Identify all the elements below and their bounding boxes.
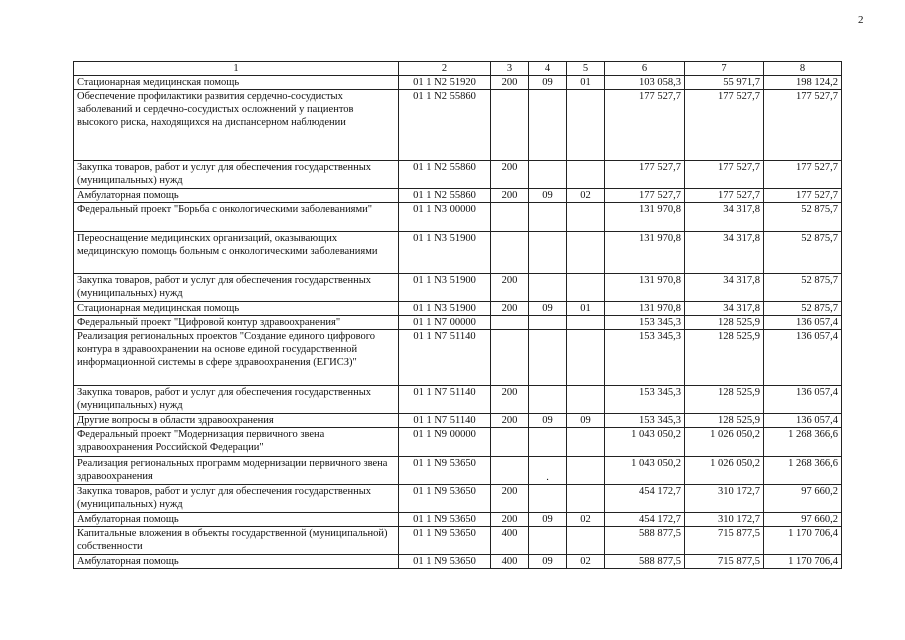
row-rz: 09	[529, 513, 567, 527]
row-code: 01 1 N7 51140	[399, 330, 491, 386]
row-vr	[491, 316, 529, 330]
col-header-3: 3	[491, 62, 529, 76]
row-vr: 200	[491, 189, 529, 203]
row-code: 01 1 N7 51140	[399, 414, 491, 428]
row-value-2: 34 317,8	[685, 302, 764, 316]
row-value-1: 153 345,3	[605, 316, 685, 330]
row-vr	[491, 203, 529, 232]
row-code: 01 1 N3 51900	[399, 232, 491, 274]
row-value-2: 128 525,9	[685, 316, 764, 330]
row-pr	[567, 457, 605, 485]
row-pr	[567, 90, 605, 161]
row-value-2: 34 317,8	[685, 274, 764, 302]
table-row	[74, 457, 842, 485]
row-value-1: 153 345,3	[605, 386, 685, 414]
row-code: 01 1 N3 51900	[399, 274, 491, 302]
row-value-2: 55 971,7	[685, 76, 764, 90]
row-rz: 09	[529, 555, 567, 569]
row-value-2: 715 877,5	[685, 527, 764, 555]
row-value-3: 52 875,7	[764, 232, 842, 274]
row-pr: 01	[567, 76, 605, 90]
table-row	[74, 513, 842, 527]
row-rz	[529, 330, 567, 386]
row-pr	[567, 428, 605, 457]
row-value-2: 177 527,7	[685, 90, 764, 161]
row-rz	[529, 161, 567, 189]
row-code: 01 1 N2 55860	[399, 161, 491, 189]
row-value-3: 136 057,4	[764, 316, 842, 330]
row-vr: 200	[491, 513, 529, 527]
row-name: Федеральный проект "Борьба с онкологическими заболеваниями"	[74, 203, 399, 232]
row-vr	[491, 428, 529, 457]
row-rz: 09	[529, 414, 567, 428]
row-value-1: 588 877,5	[605, 555, 685, 569]
row-pr	[567, 274, 605, 302]
row-vr: 200	[491, 274, 529, 302]
row-code: 01 1 N9 53650	[399, 555, 491, 569]
row-pr: 02	[567, 513, 605, 527]
row-code: 01 1 N9 00000	[399, 428, 491, 457]
row-vr: 200	[491, 76, 529, 90]
row-rz	[529, 274, 567, 302]
row-value-3: 177 527,7	[764, 189, 842, 203]
row-value-3: 97 660,2	[764, 513, 842, 527]
row-value-2: 1 026 050,2	[685, 457, 764, 485]
row-rz	[529, 316, 567, 330]
row-value-1: 131 970,8	[605, 203, 685, 232]
row-code: 01 1 N9 53650	[399, 485, 491, 513]
row-pr	[567, 161, 605, 189]
row-value-1: 131 970,8	[605, 232, 685, 274]
row-rz	[529, 527, 567, 555]
row-value-3: 1 268 366,6	[764, 457, 842, 485]
row-value-1: 131 970,8	[605, 274, 685, 302]
row-value-3: 1 268 366,6	[764, 428, 842, 457]
row-pr	[567, 203, 605, 232]
row-vr: 200	[491, 485, 529, 513]
col-header-5: 5	[567, 62, 605, 76]
row-rz: 09	[529, 76, 567, 90]
row-value-2: 128 525,9	[685, 330, 764, 386]
row-value-3: 136 057,4	[764, 330, 842, 386]
row-value-1: 153 345,3	[605, 330, 685, 386]
row-code: 01 1 N2 55860	[399, 189, 491, 203]
table-row	[74, 76, 842, 90]
row-value-3: 177 527,7	[764, 90, 842, 161]
table-row	[74, 330, 842, 386]
header-row	[74, 62, 842, 76]
row-vr	[491, 90, 529, 161]
row-value-1: 131 970,8	[605, 302, 685, 316]
row-code: 01 1 N7 51140	[399, 386, 491, 414]
row-name: Капитальные вложения в объекты государственной (муниципальной) собственности	[74, 527, 399, 555]
row-vr: 400	[491, 527, 529, 555]
row-name: Федеральный проект "Цифровой контур здравоохранения"	[74, 316, 399, 330]
col-header-6: 6	[605, 62, 685, 76]
row-value-3: 52 875,7	[764, 274, 842, 302]
row-rz: .	[529, 457, 567, 485]
row-rz	[529, 428, 567, 457]
table-row	[74, 161, 842, 189]
row-vr: 200	[491, 386, 529, 414]
row-value-3: 52 875,7	[764, 203, 842, 232]
table-row	[74, 428, 842, 457]
row-name: Федеральный проект "Модернизация первичного звена здравоохранения Российской Федерации"	[74, 428, 399, 457]
row-name: Стационарная медицинская помощь	[74, 302, 399, 316]
row-pr	[567, 386, 605, 414]
col-header-4: 4	[529, 62, 567, 76]
row-value-3: 1 170 706,4	[764, 555, 842, 569]
row-pr	[567, 316, 605, 330]
table-row	[74, 203, 842, 232]
row-value-2: 128 525,9	[685, 414, 764, 428]
table-row	[74, 527, 842, 555]
row-value-1: 1 043 050,2	[605, 457, 685, 485]
row-value-1: 103 058,3	[605, 76, 685, 90]
table-row	[74, 555, 842, 569]
row-rz: 09	[529, 189, 567, 203]
row-rz	[529, 485, 567, 513]
row-value-3: 136 057,4	[764, 386, 842, 414]
row-value-1: 588 877,5	[605, 527, 685, 555]
row-value-3: 97 660,2	[764, 485, 842, 513]
table-row	[74, 302, 842, 316]
row-name: Закупка товаров, работ и услуг для обеспечения государственных (муниципальных) нужд	[74, 161, 399, 189]
row-code: 01 1 N9 53650	[399, 527, 491, 555]
row-value-3: 198 124,2	[764, 76, 842, 90]
col-header-1: 1	[74, 62, 399, 76]
row-value-3: 52 875,7	[764, 302, 842, 316]
row-vr: 200	[491, 161, 529, 189]
row-name: Амбулаторная помощь	[74, 189, 399, 203]
row-value-3: 177 527,7	[764, 161, 842, 189]
row-code: 01 1 N9 53650	[399, 513, 491, 527]
row-value-1: 177 527,7	[605, 161, 685, 189]
row-value-1: 177 527,7	[605, 189, 685, 203]
row-name: Переоснащение медицинских организаций, оказывающих медицинскую помощь больным с онкологическими заболеваниями	[74, 232, 399, 274]
row-rz	[529, 232, 567, 274]
row-code: 01 1 N3 00000	[399, 203, 491, 232]
row-value-2: 34 317,8	[685, 203, 764, 232]
row-value-3: 1 170 706,4	[764, 527, 842, 555]
row-code: 01 1 N2 51920	[399, 76, 491, 90]
row-value-3: 136 057,4	[764, 414, 842, 428]
row-rz	[529, 203, 567, 232]
row-rz	[529, 90, 567, 161]
row-value-2: 128 525,9	[685, 386, 764, 414]
row-value-2: 310 172,7	[685, 485, 764, 513]
row-name: Стационарная медицинская помощь	[74, 76, 399, 90]
row-value-1: 454 172,7	[605, 513, 685, 527]
row-code: 01 1 N2 55860	[399, 90, 491, 161]
row-name: Другие вопросы в области здравоохранения	[74, 414, 399, 428]
row-code: 01 1 N3 51900	[399, 302, 491, 316]
row-value-2: 310 172,7	[685, 513, 764, 527]
row-rz: 09	[529, 302, 567, 316]
col-header-2: 2	[399, 62, 491, 76]
row-name: Закупка товаров, работ и услуг для обеспечения государственных (муниципальных) нужд	[74, 386, 399, 414]
row-pr: 01	[567, 302, 605, 316]
row-name: Реализация региональных проектов "Создание единого цифрового контура в здравоохранении на основе единой государственной информационной системы в сфере здравоохранения (ЕГИСЗ)"	[74, 330, 399, 386]
page-number: 2	[858, 14, 864, 26]
row-value-2: 1 026 050,2	[685, 428, 764, 457]
row-pr: 02	[567, 189, 605, 203]
row-value-2: 177 527,7	[685, 161, 764, 189]
table-row	[74, 414, 842, 428]
row-vr: 200	[491, 414, 529, 428]
row-vr	[491, 232, 529, 274]
table-row	[74, 316, 842, 330]
row-value-2: 177 527,7	[685, 189, 764, 203]
row-name: Амбулаторная помощь	[74, 513, 399, 527]
row-vr	[491, 457, 529, 485]
row-vr	[491, 330, 529, 386]
row-name: Закупка товаров, работ и услуг для обеспечения государственных (муниципальных) нужд	[74, 485, 399, 513]
row-value-2: 34 317,8	[685, 232, 764, 274]
row-pr	[567, 330, 605, 386]
row-value-1: 153 345,3	[605, 414, 685, 428]
table-row	[74, 386, 842, 414]
row-name: Амбулаторная помощь	[74, 555, 399, 569]
budget-table	[73, 61, 842, 569]
table-row	[74, 90, 842, 161]
row-pr	[567, 527, 605, 555]
table-row	[74, 232, 842, 274]
table-row	[74, 189, 842, 203]
row-name: Реализация региональных программ модернизации первичного звена здравоохранения	[74, 457, 399, 485]
row-code: 01 1 N7 00000	[399, 316, 491, 330]
col-header-7: 7	[685, 62, 764, 76]
row-value-2: 715 877,5	[685, 555, 764, 569]
table-row	[74, 274, 842, 302]
row-value-1: 454 172,7	[605, 485, 685, 513]
row-name: Закупка товаров, работ и услуг для обеспечения государственных (муниципальных) нужд	[74, 274, 399, 302]
col-header-8: 8	[764, 62, 842, 76]
row-vr: 400	[491, 555, 529, 569]
row-rz	[529, 386, 567, 414]
row-pr	[567, 485, 605, 513]
row-code: 01 1 N9 53650	[399, 457, 491, 485]
row-pr: 02	[567, 555, 605, 569]
row-pr: 09	[567, 414, 605, 428]
row-value-1: 177 527,7	[605, 90, 685, 161]
row-pr	[567, 232, 605, 274]
row-name: Обеспечение профилактики развития сердечно-сосудистых заболеваний и сердечно-сосудистых осложнений у пациентов высокого риска, находящихся на диспансерном наблюдении	[74, 90, 399, 161]
row-vr: 200	[491, 302, 529, 316]
table-row	[74, 485, 842, 513]
row-value-1: 1 043 050,2	[605, 428, 685, 457]
